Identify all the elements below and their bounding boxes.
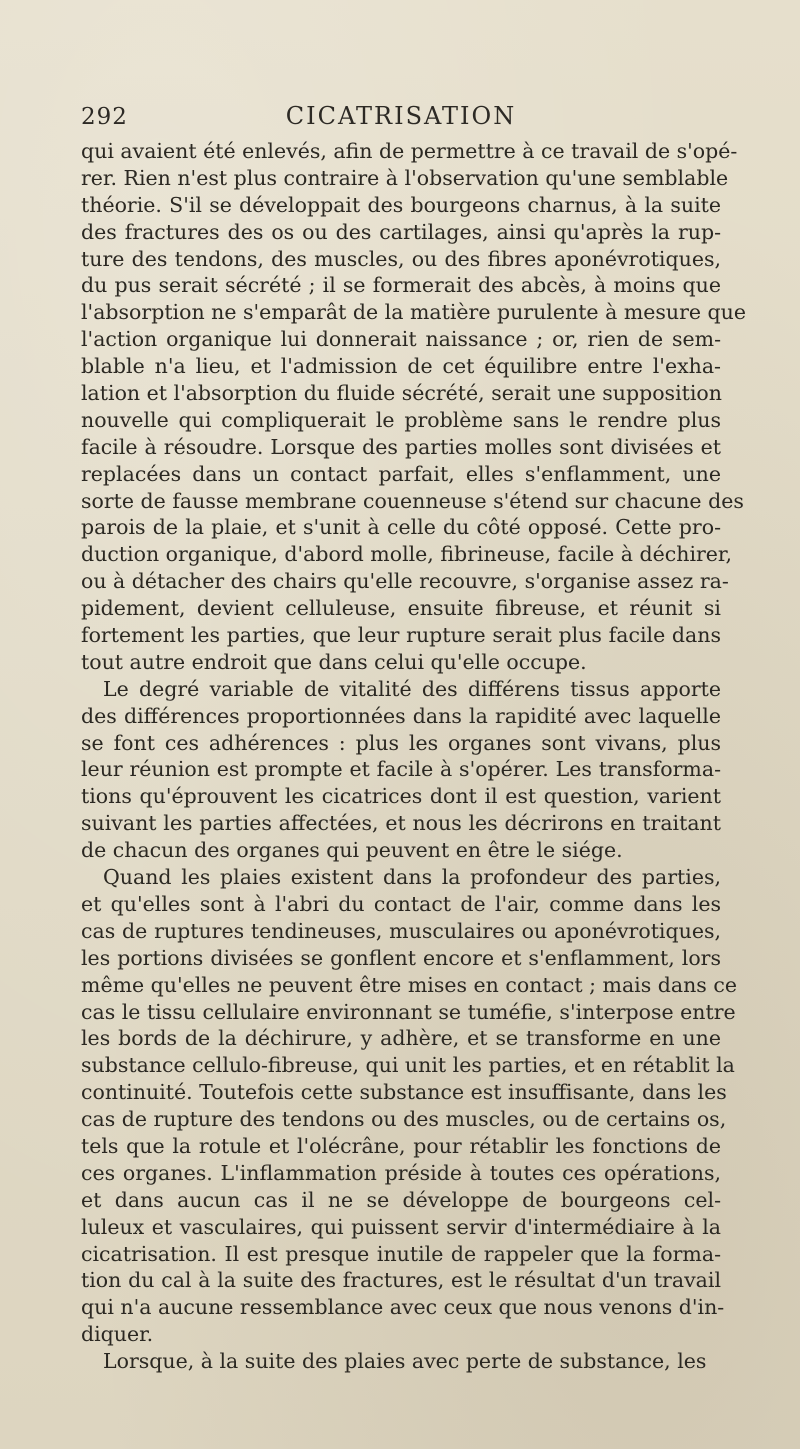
text-line: cas de rupture des tendons ou des muscles, ou de certains os, bbox=[81, 1107, 727, 1132]
text-line: l'absorption ne s'emparât de la matière purulente à mesure que bbox=[81, 300, 747, 325]
text-line: des fractures des os ou des cartilages, ainsi qu'après la rup- bbox=[81, 219, 721, 244]
text-line: cicatrisation. Il est presque inutile de rappeler que la forma- bbox=[81, 1241, 721, 1266]
text-line: substance cellulo-fibreuse, qui unit les parties, et en rétablit la bbox=[81, 1053, 735, 1078]
text-line: fortement les parties, que leur rupture serait plus facile dans bbox=[81, 623, 721, 648]
page-number: 292 bbox=[81, 104, 128, 130]
text-line: Lorsque, à la suite des plaies avec perte de substance, les bbox=[103, 1349, 707, 1374]
body-text bbox=[81, 138, 747, 1375]
text-line: théorie. S'il se développait des bourgeons charnus, à la suite bbox=[81, 192, 721, 217]
text-line: luleux et vasculaires, qui puissent servir d'intermédiaire à la bbox=[81, 1214, 721, 1239]
text-line: rer. Rien n'est plus contraire à l'observation qu'une semblable bbox=[81, 165, 729, 190]
text-line: replacées dans un contact parfait, elles s'enflamment, une bbox=[81, 461, 721, 486]
text-line: cas de ruptures tendineuses, musculaires ou aponévrotiques, bbox=[81, 918, 721, 943]
text-line: de chacun des organes qui peuvent en être le siége. bbox=[81, 838, 623, 863]
text-line: et qu'elles sont à l'abri du contact de l'air, comme dans les bbox=[81, 891, 721, 916]
text-line: qui n'a aucune ressemblance avec ceux que nous venons d'in- bbox=[81, 1295, 725, 1320]
text-line: sorte de fausse membrane couenneuse s'étend sur chacune des bbox=[81, 488, 744, 513]
text-line: ces organes. L'inflammation préside à toutes ces opérations, bbox=[81, 1160, 721, 1185]
text-line: ture des tendons, des muscles, ou des fibres aponévrotiques, bbox=[81, 246, 721, 271]
text-line: et dans aucun cas il ne se développe de bourgeons cel- bbox=[81, 1187, 721, 1212]
text-line: tions qu'éprouvent les cicatrices dont il est question, varient bbox=[81, 784, 721, 809]
text-line: Le degré variable de vitalité des différens tissus apporte bbox=[103, 676, 721, 701]
text-line: les portions divisées se gonflent encore et s'enflamment, lors bbox=[81, 945, 721, 970]
text-line: se font ces adhérences : plus les organes sont vivans, plus bbox=[81, 730, 721, 755]
text-line: les bords de la déchirure, y adhère, et se transforme en une bbox=[81, 1026, 721, 1051]
text-line: du pus serait sécrété ; il se formerait des abcès, à moins que bbox=[81, 273, 721, 298]
chapter-title: CICATRISATION bbox=[285, 102, 517, 130]
text-line: blable n'a lieu, et l'admission de cet équilibre entre l'exha- bbox=[81, 354, 721, 379]
text-line: lation et l'absorption du fluide sécrété, serait une supposition bbox=[81, 381, 722, 406]
text-line: cas le tissu cellulaire environnant se tuméfie, s'interpose entre bbox=[81, 999, 736, 1024]
text-line: ou à détacher des chairs qu'elle recouvre, s'organise assez ra- bbox=[81, 569, 729, 594]
text-line: tion du cal à la suite des fractures, est le résultat d'un travail bbox=[81, 1268, 721, 1293]
text-line: tels que la rotule et l'olécrâne, pour rétablir les fonctions de bbox=[81, 1133, 721, 1158]
text-line: même qu'elles ne peuvent être mises en contact ; mais dans ce bbox=[81, 972, 737, 997]
text-line: diquer. bbox=[81, 1322, 154, 1347]
text-line: l'action organique lui donnerait naissance ; or, rien de sem- bbox=[81, 327, 721, 352]
text-line: pidement, devient celluleuse, ensuite fibreuse, et réunit si bbox=[81, 596, 721, 621]
text-line: qui avaient été enlevés, afin de permettre à ce travail de s'opé- bbox=[81, 139, 738, 163]
running-head bbox=[81, 100, 721, 136]
text-line: duction organique, d'abord molle, fibrineuse, facile à déchirer, bbox=[81, 542, 732, 567]
text-line: Quand les plaies existent dans la profondeur des parties, bbox=[103, 865, 721, 890]
text-line: leur réunion est prompte et facile à s'opérer. Les transforma- bbox=[81, 757, 721, 782]
text-line: des différences proportionnées dans la rapidité avec laquelle bbox=[81, 703, 721, 728]
text-line: continuité. Toutefois cette substance est insuffisante, dans les bbox=[81, 1080, 727, 1105]
text-line: parois de la plaie, et s'unit à celle du côté opposé. Cette pro- bbox=[81, 515, 721, 540]
text-line: facile à résoudre. Lorsque des parties molles sont divisées et bbox=[81, 434, 721, 459]
text-line: tout autre endroit que dans celui qu'elle occupe. bbox=[81, 649, 587, 674]
text-line: nouvelle qui compliquerait le problème sans le rendre plus bbox=[81, 407, 721, 432]
text-line: suivant les parties affectées, et nous les décrirons en traitant bbox=[81, 811, 721, 836]
